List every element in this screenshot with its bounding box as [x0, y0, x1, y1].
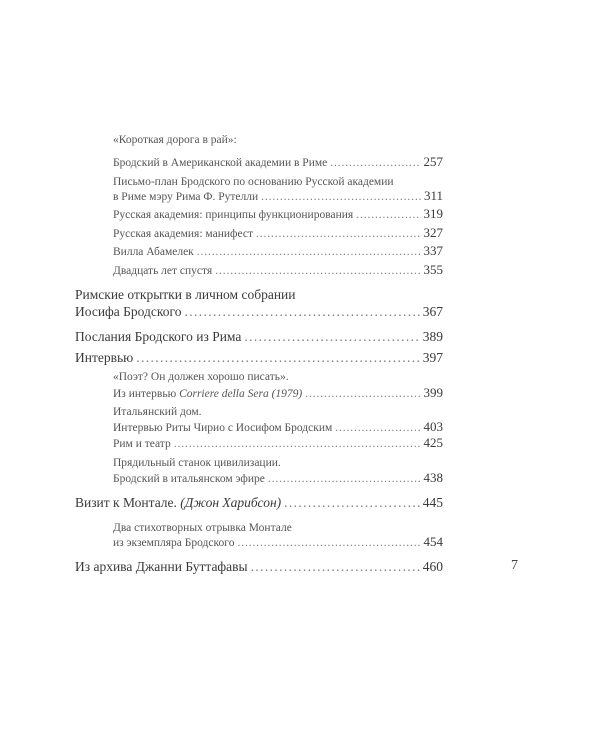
- toc-entry: [75, 495, 443, 511]
- toc-entry: [113, 470, 443, 486]
- page-number: 311: [423, 188, 443, 203]
- entry-text: Из архива Джанни Буттафавы: [75, 559, 248, 574]
- entry-text: Бродский в Американской академии в Риме: [113, 157, 328, 169]
- entry-text: Вилла Абамелек: [113, 246, 194, 258]
- page-number: 403: [423, 419, 443, 434]
- toc-entry-title: [113, 455, 443, 471]
- page-number: 389: [422, 329, 443, 344]
- dot-leader: [251, 559, 420, 575]
- entry-text: Римские открытки в личном собрании: [75, 287, 296, 302]
- entry-text: Итальянский дом.: [113, 406, 202, 418]
- dot-leader: [174, 436, 421, 452]
- entry-text: Русская академия: манифест: [113, 228, 253, 240]
- page-number: 337: [423, 243, 443, 258]
- entry-text: Прядильный станок цивилизации.: [113, 457, 281, 469]
- dot-leader: [261, 189, 421, 205]
- entry-text: Письмо-план Бродского по основанию Русской академии: [113, 176, 394, 188]
- entry-text: Бродский в итальянском эфире: [113, 473, 265, 485]
- entry-text: Интервью Риты Чирио с Иосифом Бродским: [113, 422, 333, 434]
- page-number: 425: [423, 435, 443, 450]
- page-number: 399: [423, 385, 443, 400]
- dot-leader: [136, 350, 420, 366]
- page-number: 397: [422, 350, 443, 365]
- entry-text: Визит к Монтале.: [75, 495, 177, 510]
- dot-leader: [284, 495, 420, 511]
- toc-entry-title: [75, 287, 443, 303]
- toc-entry: [113, 385, 443, 401]
- entry-text: «Поэт? Он должен хорошо писать».: [113, 371, 289, 383]
- page-number: 319: [423, 206, 443, 221]
- page-number: 445: [422, 495, 443, 510]
- page-folio: 7: [511, 558, 518, 573]
- entry-text: «Короткая дорога в рай»:: [113, 134, 237, 146]
- entry-text: Послания Бродского из Рима: [75, 329, 242, 344]
- entry-text: из экземпляра Бродского: [113, 537, 235, 549]
- toc-entry: [113, 225, 443, 241]
- toc-entry: [113, 243, 443, 259]
- entry-text-italic: Corriere della Sera (1979): [179, 388, 303, 400]
- toc-entry: [75, 304, 443, 320]
- entry-text: Рим и театр: [113, 438, 171, 450]
- toc-entry: [75, 559, 443, 575]
- page-number: 454: [423, 534, 443, 549]
- page-number: 460: [422, 559, 443, 574]
- toc-entry-title: [113, 404, 443, 420]
- entry-text: Интервью: [75, 350, 134, 365]
- toc-entry: [113, 262, 443, 278]
- entry-text: Иосифа Бродского: [75, 304, 182, 319]
- dot-leader: [335, 420, 420, 436]
- dot-leader: [268, 471, 421, 487]
- toc-entry: [113, 435, 443, 451]
- entry-text: Русская академия: принципы функционирования: [113, 209, 354, 221]
- page-number: 355: [423, 262, 443, 277]
- dot-leader: [184, 304, 419, 320]
- toc-entry: [113, 188, 443, 204]
- dot-leader: [197, 244, 421, 260]
- toc-entry-title: [113, 132, 443, 148]
- entry-text: Два стихотворных отрывка Монтале: [113, 522, 292, 534]
- dot-leader: [256, 226, 421, 242]
- toc-entry: [75, 350, 443, 366]
- toc-entry: [75, 329, 443, 345]
- entry-text: Двадцать лет спустя: [113, 265, 213, 277]
- dot-leader: [244, 329, 419, 345]
- toc-entry: [113, 419, 443, 435]
- dot-leader: [237, 535, 420, 551]
- page-number: 327: [423, 225, 443, 240]
- entry-text: Из интервью: [113, 388, 177, 400]
- dot-leader: [215, 263, 420, 279]
- toc-entry: [113, 206, 443, 222]
- page-number: 257: [423, 154, 443, 169]
- entry-text: в Риме мэру Рима Ф. Рутелли: [113, 191, 259, 203]
- dot-leader: [330, 155, 420, 171]
- toc-entry: [113, 534, 443, 550]
- toc-entry: [113, 154, 443, 170]
- page-number: 438: [423, 470, 443, 485]
- toc-entry-title: [113, 369, 443, 385]
- page-number: 367: [422, 304, 443, 319]
- entry-author-italic: (Джон Харибсон): [180, 495, 282, 510]
- dot-leader: [356, 207, 420, 223]
- dot-leader: [305, 386, 420, 402]
